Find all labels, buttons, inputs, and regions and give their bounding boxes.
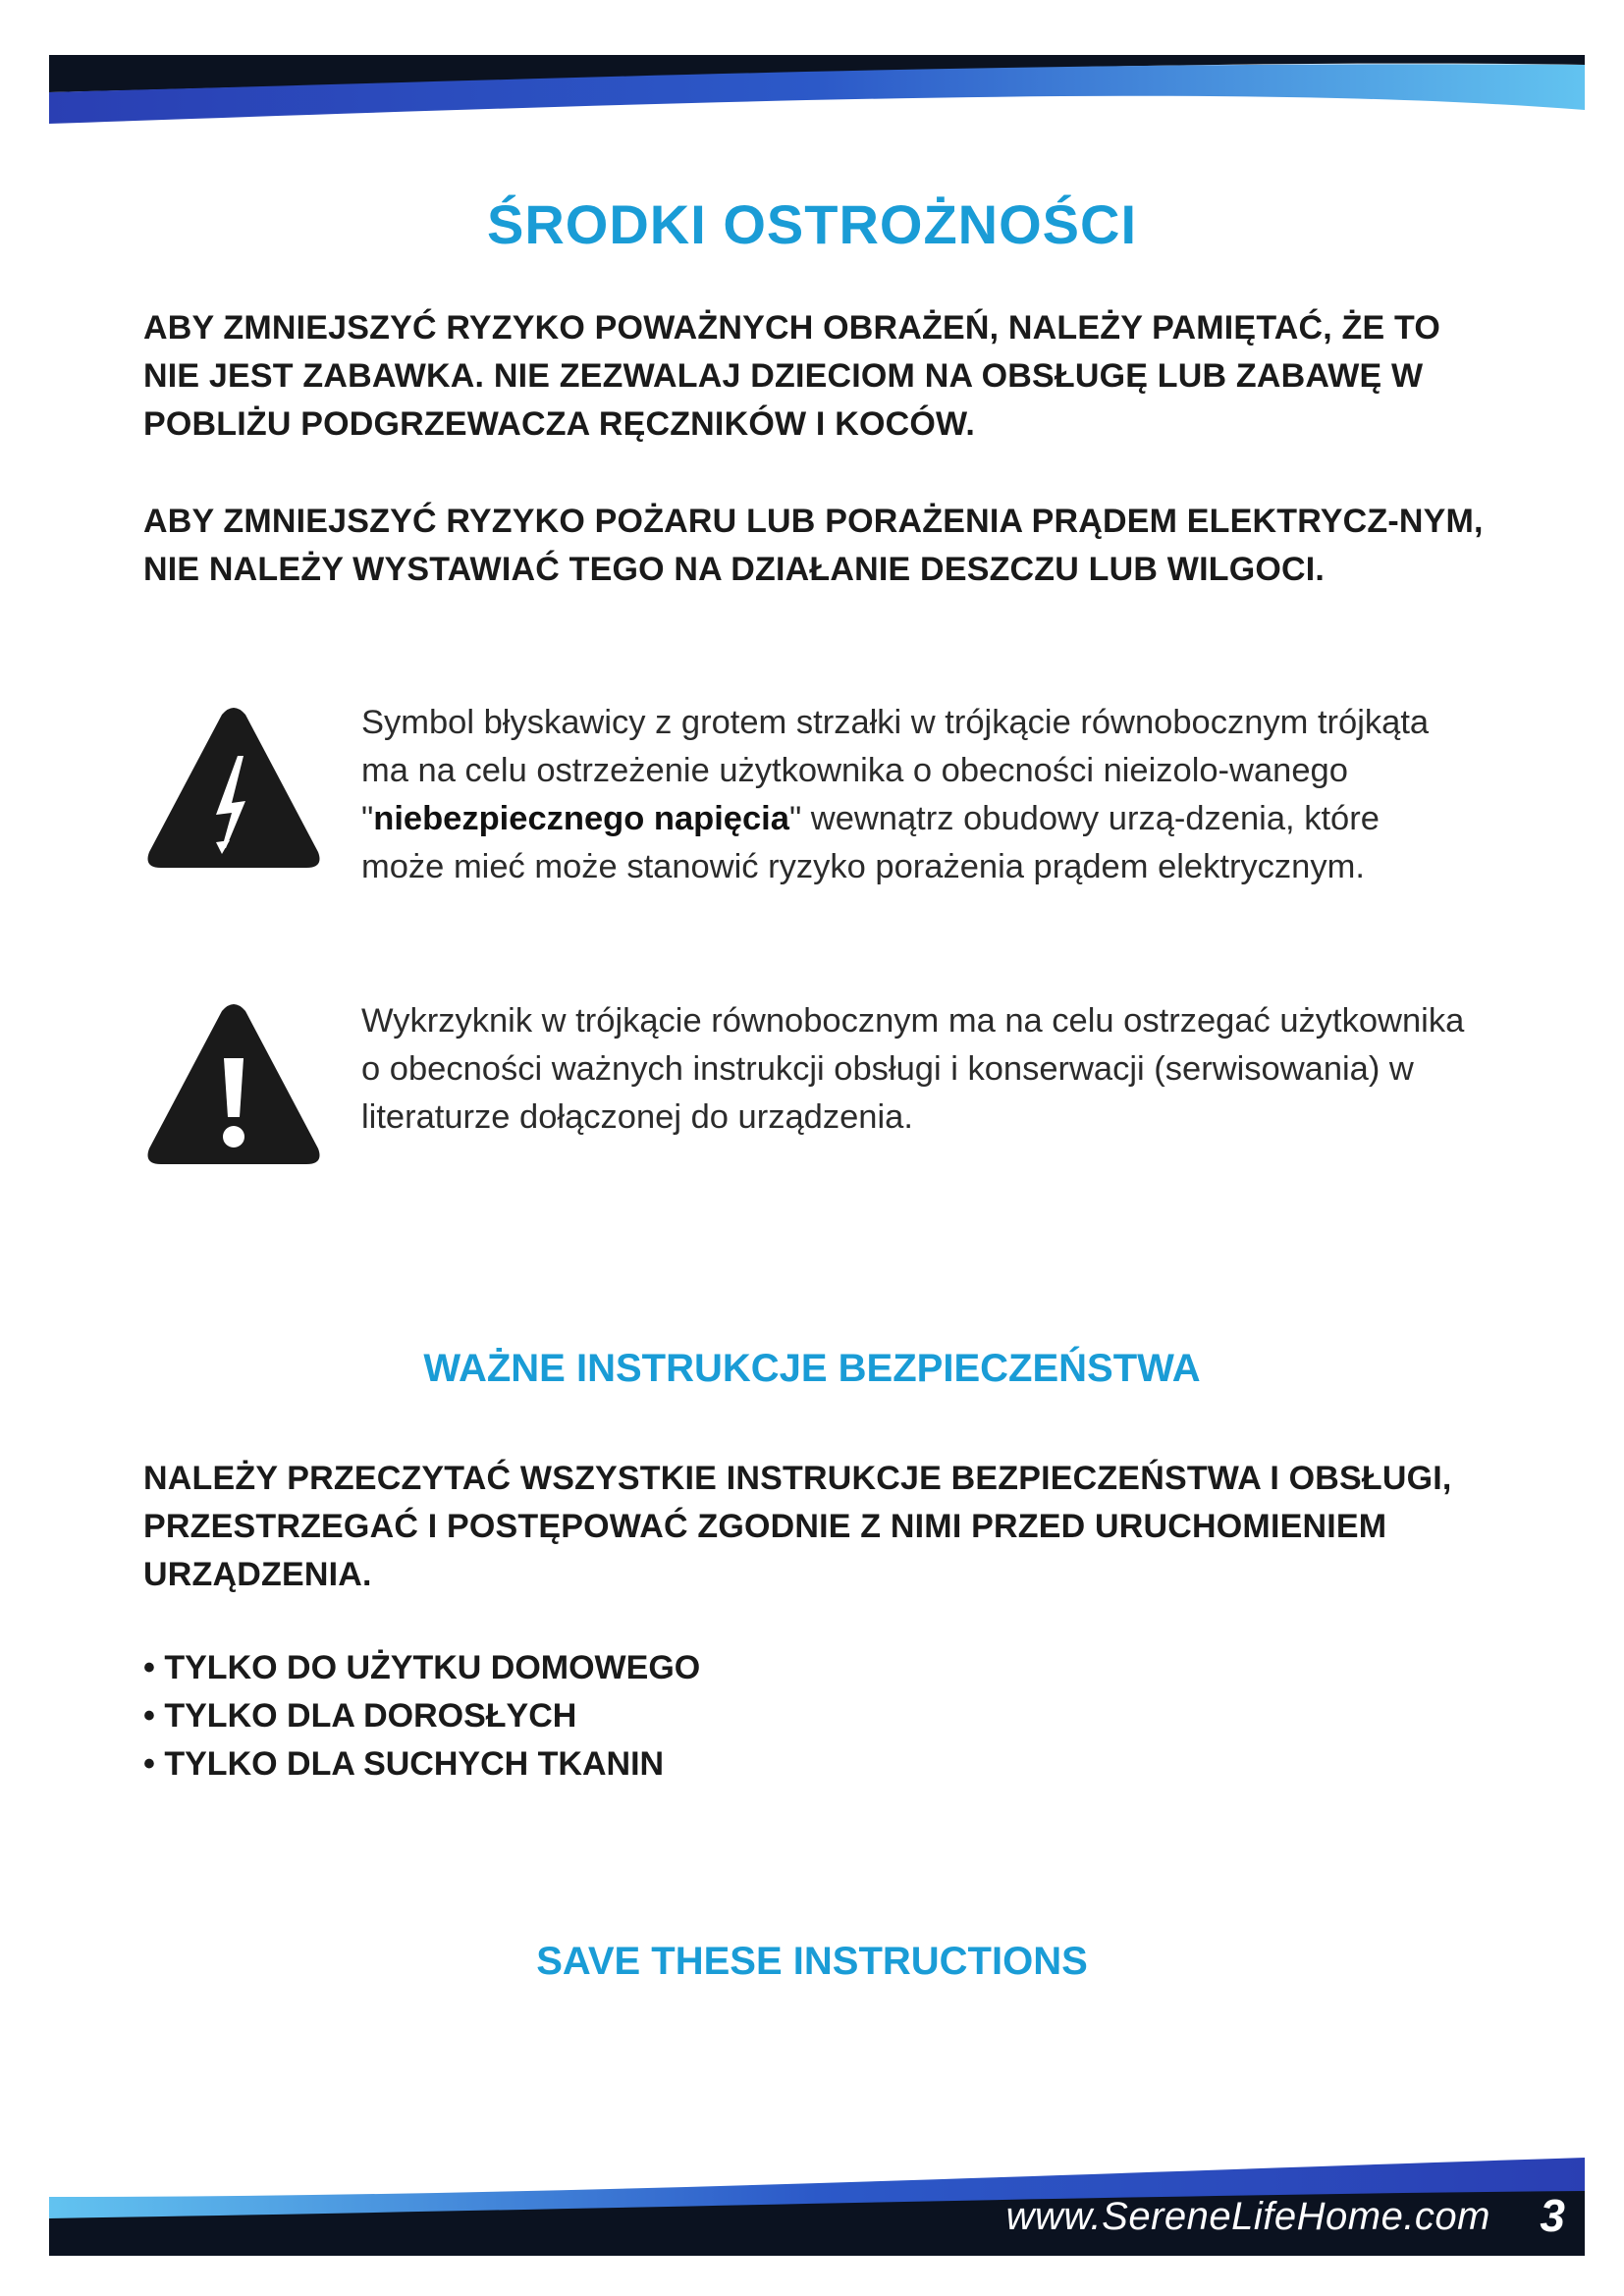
- warning-injury-text: ABY ZMNIEJSZYĆ RYZYKO POWAŻNYCH OBRAŻEŃ, NALEŻY PAMIĘTAĆ, ŻE TO NIE JEST ZABAWKA. NIE ZEZWALAJ DZIECIOM NA OBSŁUGĘ LUB ZABAWĘ W POBLIŻU PODGRZEWACZA RĘCZNIKÓW I KOCÓW.: [143, 309, 1441, 443]
- exclamation-symbol-description: Wykrzyknik w trójkącie równobocznym ma na celu ostrzegać użytkownika o obecności ważnych instrukcji obsługi i konserwacji (serwisowania) w literaturze dołączonej do urządzenia.: [361, 1002, 1465, 1136]
- lightning-text-before: Symbol błyskawicy z grotem strzałki w trójkącie równobocznym trójkąta ma na celu ostrzeżenie użytkownika o obecności nieizolo-wanego ": [361, 704, 1430, 837]
- list-item: • TYLKO DLA SUCHYCH TKANIN: [143, 1745, 665, 1783]
- save-instructions-heading: SAVE THESE INSTRUCTIONS: [536, 1940, 1088, 1983]
- safety-intro-text: NALEŻY PRZECZYTAĆ WSZYSTKIE INSTRUKCJE BEZPIECZEŃSTWA I OBSŁUGI, PRZESTRZEGAĆ I POSTĘPOWAĆ ZGODNIE Z NIMI PRZED URUCHOMIENIEM URZĄDZENIA.: [143, 1460, 1452, 1593]
- list-item: • TYLKO DO UŻYTKU DOMOWEGO: [143, 1649, 701, 1686]
- page-number: 3: [1540, 2190, 1565, 2241]
- warning-fire-text: ABY ZMNIEJSZYĆ RYZYKO POŻARU LUB PORAŻENIA PRĄDEM ELEKTRYCZ-NYM, NIE NALEŻY WYSTAWIAĆ TEGO NA DZIAŁANIE DESZCZU LUB WILGOCI.: [143, 503, 1484, 588]
- lightning-triangle-icon: [143, 705, 324, 878]
- lightning-text-after: " wewnątrz obudowy urzą-dzenia, które może mieć może stanowić ryzyko porażenia prądem elektrycznym.: [361, 800, 1380, 885]
- dangerous-voltage-emphasis: niebezpiecznego napięcia: [373, 800, 789, 837]
- exclamation-triangle-icon: [143, 1001, 324, 1174]
- list-item: • TYLKO DLA DOROSŁYCH: [143, 1697, 577, 1735]
- safety-instructions-heading: WAŻNE INSTRUKCJE BEZPIECZEŃSTWA: [423, 1347, 1201, 1390]
- header-wave-band: [49, 55, 1585, 124]
- page-title: ŚRODKI OSTROŻNOŚCI: [486, 193, 1138, 255]
- website-link[interactable]: www.SereneLifeHome.com: [1005, 2195, 1490, 2238]
- lightning-symbol-description: [361, 699, 1471, 891]
- usage-restrictions-list: [143, 1644, 700, 1789]
